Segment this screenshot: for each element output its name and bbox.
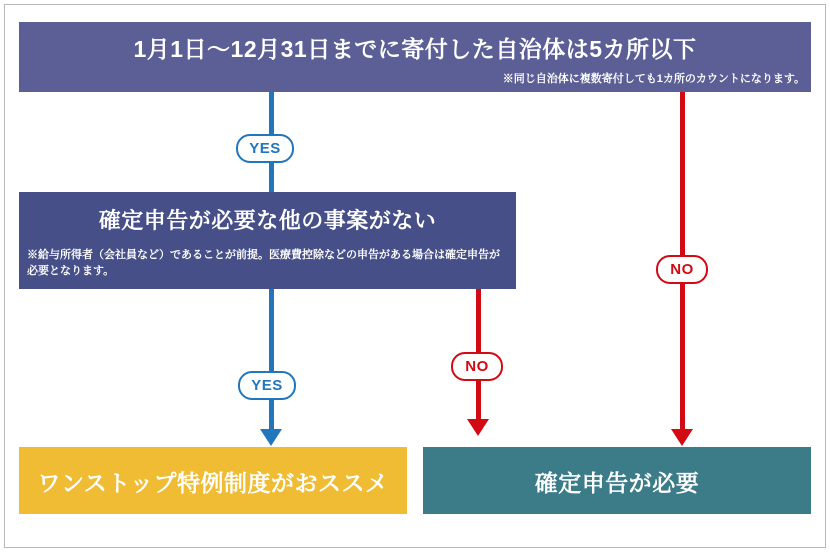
result-kakutei-title: 確定申告が必要 [534,470,700,496]
result-box-kakutei-shinkoku [423,447,811,514]
arrow-head [671,429,693,446]
question-box-donation-count [19,22,811,92]
question-box-other-filing [19,192,516,289]
arrow-head [467,419,489,436]
edge-label-q2-no: NO [451,352,503,381]
edge-label-q1-no: NO [656,255,708,284]
arrow-line [269,289,274,431]
edge-label-q2-yes: YES [238,371,296,400]
question-2-note: ※給与所得者（会社員など）であることが前提。医療費控除などの申告がある場合は確定申告が必要となります。 [27,249,500,277]
question-1-title: 1月1日〜12月31日までに寄付した自治体は5カ所以下 [133,36,697,62]
arrow-q2-yes-to-onestop [252,289,292,447]
question-2-title: 確定申告が必要な他の事案がない [98,208,437,233]
result-box-onestop [19,447,407,514]
result-onestop-title: ワンストップ特例制度がおススメ [37,470,389,496]
edge-label-q1-yes: YES [236,134,294,163]
arrow-head [260,429,282,446]
question-1-note: ※同じ自治体に複数寄付しても1カ所のカウントになります。 [502,73,805,85]
